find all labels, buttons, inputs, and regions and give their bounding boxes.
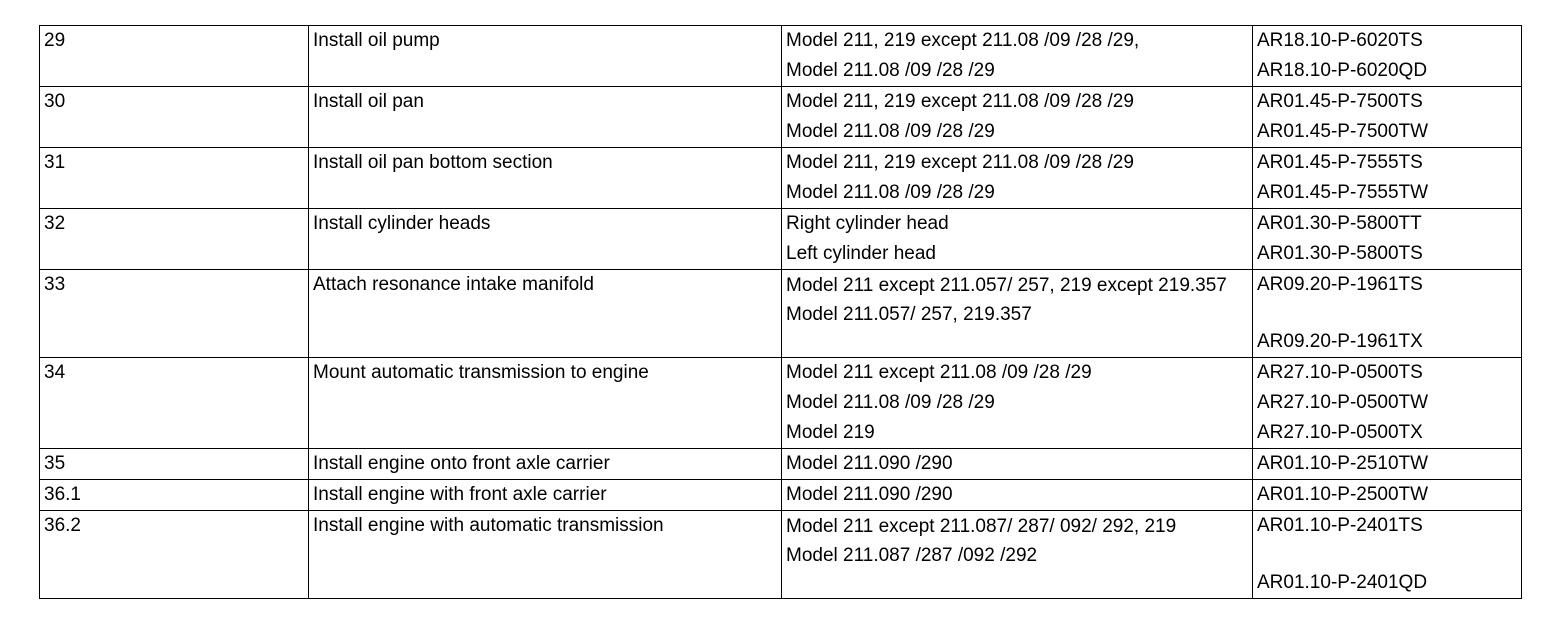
- task-description: Install engine with front axle carrier: [309, 480, 782, 511]
- model-line: Model 219: [786, 422, 875, 443]
- reference-code: AR01.45-P-7555TW: [1257, 182, 1429, 203]
- task-description: Install oil pan bottom section: [309, 148, 782, 209]
- reference-codes: [1253, 87, 1522, 148]
- reference-code: AR09.20-P-1961TS: [1257, 274, 1423, 295]
- model-applicability: [782, 26, 1253, 87]
- reference-code: AR01.10-P-2500TW: [1257, 484, 1429, 505]
- reference-codes: [1253, 148, 1522, 209]
- reference-code: AR01.30-P-5800TS: [1257, 243, 1423, 264]
- reference-code: AR01.45-P-7555TS: [1257, 152, 1423, 173]
- reference-code: AR27.10-P-0500TX: [1257, 422, 1423, 443]
- reference-code: AR01.30-P-5800TT: [1257, 213, 1422, 234]
- reference-code: AR09.20-P-1961TX: [1257, 331, 1423, 352]
- model-applicability: [782, 358, 1253, 449]
- model-line: Model 211.08 /09 /28 /29: [786, 182, 995, 203]
- model-line: Model 211.087 /287 /092 /292: [786, 545, 1038, 566]
- task-description: Install engine with automatic transmission: [309, 511, 782, 599]
- table-row: [40, 209, 1522, 270]
- step-number: 30: [40, 87, 309, 148]
- task-description: Install oil pan: [309, 87, 782, 148]
- reference-code: AR01.10-P-2510TW: [1257, 453, 1429, 474]
- task-description: Install oil pump: [309, 26, 782, 87]
- reference-code: AR27.10-P-0500TW: [1257, 392, 1429, 413]
- reference-codes: [1253, 270, 1522, 358]
- reference-code: AR18.10-P-6020TS: [1257, 30, 1423, 51]
- model-applicability: [782, 148, 1253, 209]
- task-description: Mount automatic transmission to engine: [309, 358, 782, 449]
- reference-code: AR01.10-P-2401TS: [1257, 515, 1423, 536]
- step-number: 35: [40, 449, 309, 480]
- model-applicability: [782, 209, 1253, 270]
- reference-codes: [1253, 511, 1522, 599]
- model-line: Model 211.057/ 257, 219.357: [786, 304, 1032, 325]
- table-row: [40, 26, 1522, 87]
- reference-codes: [1253, 449, 1522, 480]
- model-applicability: [782, 270, 1253, 358]
- step-number: 33: [40, 270, 309, 358]
- model-line: Model 211, 219 except 211.08 /09 /28 /29: [786, 152, 1134, 173]
- reference-code: AR01.10-P-2401QD: [1257, 572, 1428, 593]
- model-line: Model 211 except 211.08 /09 /28 /29: [786, 362, 1092, 383]
- procedure-table: [39, 25, 1522, 599]
- table-row: [40, 358, 1522, 449]
- task-description: Install cylinder heads: [309, 209, 782, 270]
- reference-codes: [1253, 209, 1522, 270]
- model-line: Right cylinder head: [786, 213, 949, 234]
- reference-codes: [1253, 358, 1522, 449]
- model-line: Model 211.090 /290: [786, 453, 953, 474]
- reference-code: AR01.45-P-7500TS: [1257, 91, 1423, 112]
- model-applicability: [782, 511, 1253, 599]
- model-line: Model 211 except 211.087/ 287/ 092/ 292, 219: [786, 516, 1177, 537]
- task-description: Attach resonance intake manifold: [309, 270, 782, 358]
- reference-codes: [1253, 26, 1522, 87]
- table-row: [40, 449, 1522, 480]
- model-applicability: [782, 480, 1253, 511]
- model-line: Model 211 except 211.057/ 257, 219 except 219.357: [786, 275, 1227, 296]
- table-row: [40, 148, 1522, 209]
- reference-code: AR01.45-P-7500TW: [1257, 121, 1429, 142]
- reference-codes: [1253, 480, 1522, 511]
- model-line: Model 211.08 /09 /28 /29: [786, 392, 995, 413]
- model-line: Model 211, 219 except 211.08 /09 /28 /29: [786, 91, 1134, 112]
- model-applicability: [782, 449, 1253, 480]
- model-line: Model 211.08 /09 /28 /29: [786, 121, 995, 142]
- table-row: [40, 270, 1522, 358]
- step-number: 31: [40, 148, 309, 209]
- model-line: Model 211, 219 except 211.08 /09 /28 /29,: [786, 30, 1140, 51]
- step-number: 29: [40, 26, 309, 87]
- model-line: Model 211.090 /290: [786, 484, 953, 505]
- step-number: 36.1: [40, 480, 309, 511]
- table-row: [40, 480, 1522, 511]
- step-number: 34: [40, 358, 309, 449]
- reference-code: AR18.10-P-6020QD: [1257, 60, 1428, 81]
- step-number: 36.2: [40, 511, 309, 599]
- model-line: Left cylinder head: [786, 243, 936, 264]
- model-line: Model 211.08 /09 /28 /29: [786, 60, 995, 81]
- table-row: [40, 511, 1522, 599]
- table-row: [40, 87, 1522, 148]
- model-applicability: [782, 87, 1253, 148]
- step-number: 32: [40, 209, 309, 270]
- task-description: Install engine onto front axle carrier: [309, 449, 782, 480]
- reference-code: AR27.10-P-0500TS: [1257, 362, 1423, 383]
